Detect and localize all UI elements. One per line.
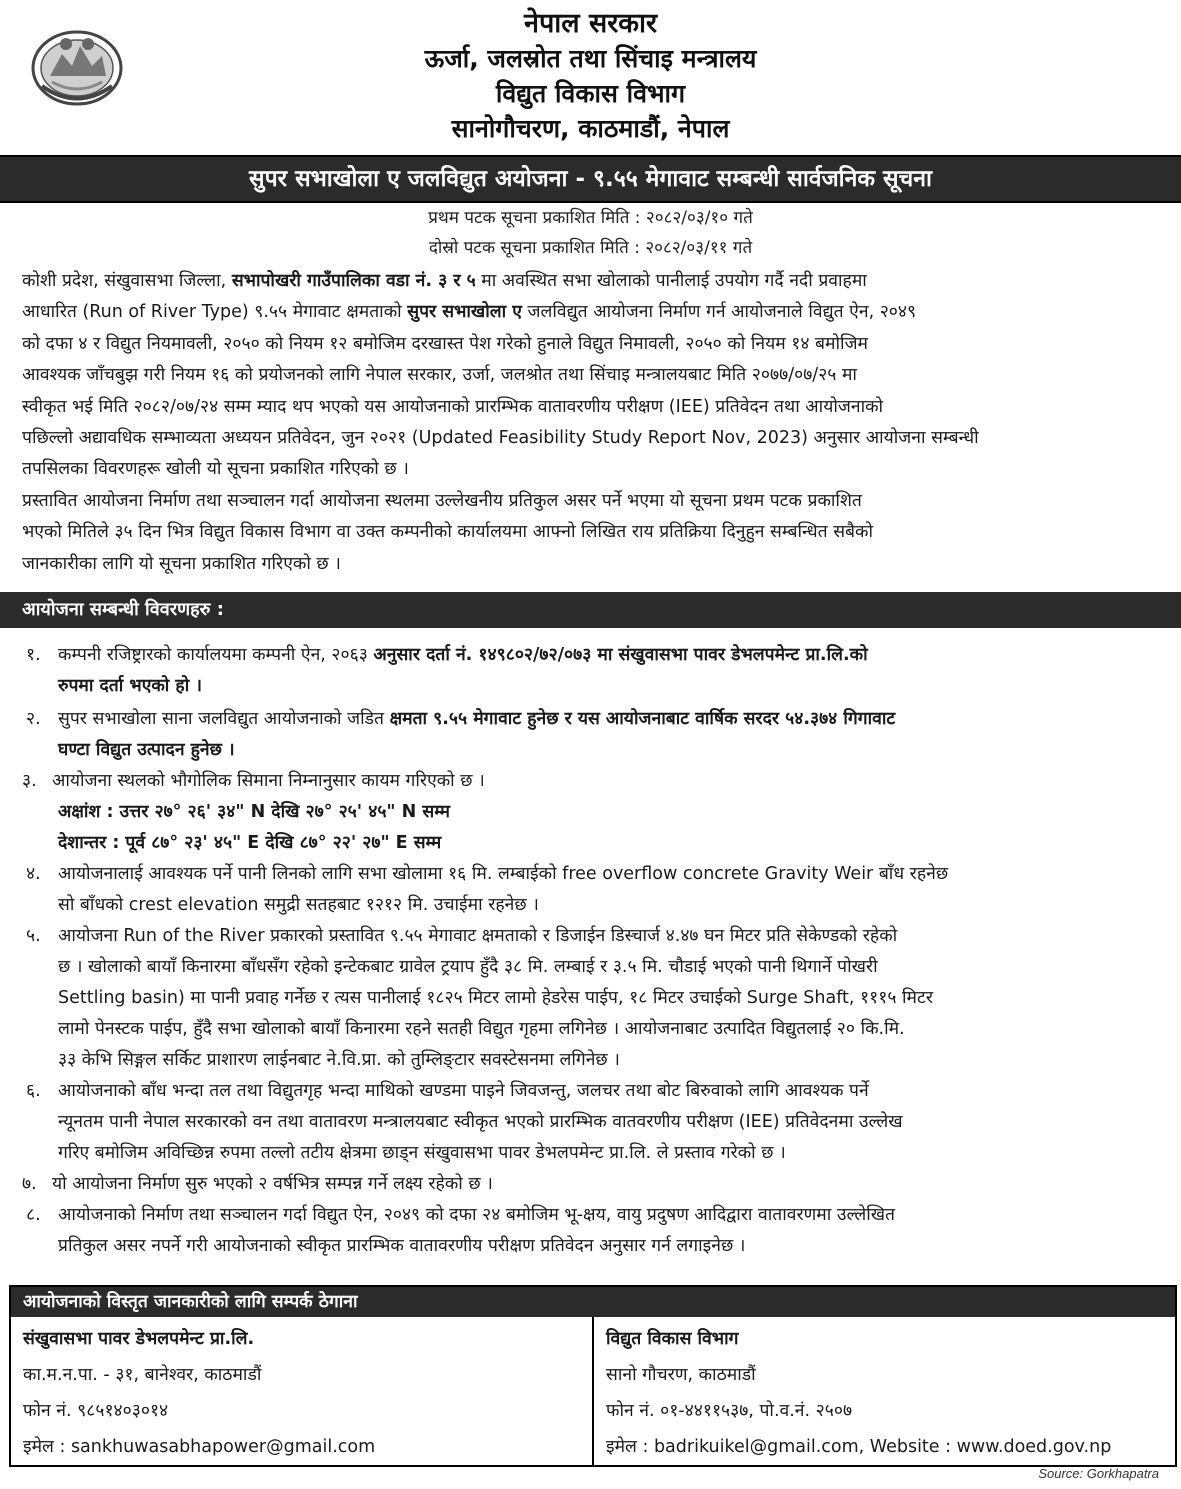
list-line: घण्टा विद्युत उत्पादन हुनेछ । bbox=[58, 740, 235, 760]
list-item bbox=[0, 704, 1181, 766]
paragraph-line bbox=[22, 266, 1181, 297]
list-line: प्रतिकुल असर नपर्ने गरी आयोजनाको स्वीकृत प्रारम्भिक वातावरणीय परीक्षण प्रतिवेदन अनुसार गर्न लगाइनेछ । bbox=[58, 1236, 746, 1256]
list-item bbox=[0, 859, 1181, 921]
list-item bbox=[0, 1076, 1181, 1169]
list-number: ७. bbox=[22, 1174, 37, 1194]
latitude-line: अक्षांश : उत्तर २७° २६' ३४" N देखि २७° २५' ४५" N सम्म bbox=[58, 802, 450, 822]
list-line: छ । खोलाको बायाँ किनारमा बाँधसँग रहेको इन्टेकबाट ग्रावेल ट्रयाप हुँदै ३८ मि. लम्बाई र ३.५ मि. चौडाई भएको पानी थिगार्ने पोखरी bbox=[58, 957, 878, 977]
list-number: २. bbox=[26, 709, 41, 729]
list-item bbox=[0, 921, 1181, 1076]
contact-box bbox=[9, 1285, 1177, 1467]
list-number: १. bbox=[26, 645, 41, 665]
notice-title: सुपर सभाखोला ए जलविद्युत अयोजना - ९.५५ मेगावाट सम्बन्धी सार्वजनिक सूचना bbox=[0, 155, 1181, 203]
list-line bbox=[0, 704, 1178, 735]
department-email-website: इमेल : badrikuikel@gmail.com, Website : www.doed.gov.np bbox=[606, 1437, 1112, 1457]
first-publication-date: प्रथम पटक सूचना प्रकाशित मिति : २०८२/०३/१० गते bbox=[428, 208, 753, 228]
company-address: का.म.न.पा. - ३१, बानेश्वर, काठमाडौं bbox=[23, 1365, 262, 1385]
text-run-bold: सुपर सभाखोला ए bbox=[407, 302, 522, 323]
letterhead-government: नेपाल सरकार bbox=[523, 8, 658, 39]
paragraph-line bbox=[22, 297, 1181, 328]
paragraph-line: प्रस्तावित आयोजना निर्माण तथा सञ्चालन गर्दा आयोजना स्थलमा उल्लेखनीय प्रतिकुल असर पर्ने भएमा यो सूचना प्रथम पटक प्रकाशित bbox=[22, 491, 862, 511]
department-phone: फोन नं. ०१-४४११५३७, पो.व.नं. २५०७ bbox=[606, 1401, 853, 1421]
list-line: ३३ केभि सिङ्गल सर्किट प्राशारण लाईनबाट ने.वि.प्रा. को तुम्लिङ्टार सवस्टेसनमा लगिनेछ । bbox=[58, 1050, 620, 1070]
list-line: आयोजना Run of the River प्रकारको प्रस्तावित ९.५५ मेगावाट क्षमताको र डिजाईन डिस्चार्ज ४.४७ घन मिटर प्रति सेकेण्डको रहेको bbox=[58, 926, 898, 946]
section-heading-text: आयोजना सम्बन्धी विवरणहरु : bbox=[22, 599, 224, 620]
list-item bbox=[0, 766, 1181, 859]
intro-paragraph-1 bbox=[22, 266, 1181, 486]
list-item bbox=[0, 1169, 1181, 1200]
contact-company bbox=[11, 1317, 594, 1465]
letterhead-ministry: ऊर्जा, जलस्रोत तथा सिंचाइ मन्त्रालय bbox=[424, 44, 757, 73]
text-run: कोशी प्रदेश, संखुवासभा जिल्ला, bbox=[22, 271, 232, 291]
paragraph-line: आवश्यक जाँचबुझ गरी नियम १६ को प्रयोजनको लागि नेपाल सरकार, उर्जा, जलश्रोत तथा सिंचाइ मन्त्रालयबाट मिति २०७७/०७/२५ मा bbox=[22, 365, 857, 386]
text-run: मा अवस्थित सभा खोलाको पानीलाई उपयोग गर्दै नदी प्रवाहमा bbox=[475, 271, 867, 291]
contact-department bbox=[594, 1317, 1175, 1465]
text-run-bold: क्षमता ९.५५ मेगावाट हुनेछ र यस आयोजनाबाट वार्षिक सरदर ५४.३७४ गिगावाट bbox=[389, 709, 896, 729]
publication-dates bbox=[0, 203, 1181, 263]
list-number: ६. bbox=[26, 1081, 41, 1101]
company-phone: फोन नं. ९८५१४०३०१४ bbox=[23, 1401, 169, 1421]
text-run: सुपर सभाखोला साना जलविद्युत आयोजनाको जडित bbox=[58, 709, 390, 729]
list-item bbox=[0, 640, 1181, 702]
list-line bbox=[0, 640, 1178, 671]
letterhead bbox=[0, 6, 1181, 146]
contact-columns bbox=[11, 1317, 1175, 1465]
department-name: विद्युत विकास विभाग bbox=[606, 1329, 739, 1349]
intro-paragraph-2 bbox=[22, 486, 1181, 580]
letterhead-address: सानोगौचरण, काठमाडौं, नेपाल bbox=[451, 114, 730, 143]
paragraph-line: पछिल्लो अद्यावधिक सम्भाव्यता अध्ययन प्रतिवेदन, जुन २०२१ (Updated Feasibility Study Report Nov, 2023) अनुसार आयोजना सम्बन्धी bbox=[22, 428, 979, 449]
text-run: आधारित (Run of River Type) ९.५५ मेगावाट क्षमताको bbox=[22, 302, 408, 323]
list-line: लामो पेनस्टक पाईप, हुँदै सभा खोलाको बायाँ किनारमा रहने सतही विद्युत गृहमा लगिनेछ । आयोजनाबाट उत्पादित विद्युतलाई २० कि.मि. bbox=[58, 1019, 905, 1039]
contact-heading: आयोजनाको विस्तृत जानकारीको लागि सम्पर्क ठेगाना bbox=[11, 1287, 1175, 1317]
list-number: ५. bbox=[26, 926, 41, 946]
list-number: ८. bbox=[26, 1205, 41, 1225]
paragraph-line: जानकारीका लागि यो सूचना प्रकाशित गरिएको छ । bbox=[22, 553, 341, 574]
list-line: सो बाँधको crest elevation समुद्री सतहबाट १२१२ मि. उचाईमा रहनेछ । bbox=[58, 895, 539, 915]
list-line: आयोजनाको बाँध भन्दा तल तथा विद्युतगृह भन्दा माथिको खण्डमा पाइने जिवजन्तु, जलचर तथा बोट बिरुवाको लागि आवश्यक पर्ने bbox=[58, 1081, 869, 1101]
text-run-bold: सभापोखरी गाउँपालिका वडा नं. ३ र ५ bbox=[231, 271, 476, 291]
list-number: ३. bbox=[22, 771, 37, 791]
paragraph-line: तपसिलका विवरणहरू खोली यो सूचना प्रकाशित गरिएको छ । bbox=[22, 459, 409, 480]
list-number: ४. bbox=[26, 864, 41, 884]
list-line: आयोजनाको निर्माण तथा सञ्चालन गर्दा विद्युत ऐन, २०४९ को दफा २४ बमोजिम भू-क्षय, वायु प्रदुषण आदिद्वारा वातावरणमा उल्लेखित bbox=[58, 1205, 896, 1225]
list-line: यो आयोजना निर्माण सुरु भएको २ वर्षभित्र सम्पन्न गर्ने लक्ष्य रहेको छ । bbox=[52, 1174, 493, 1194]
text-run: जलविद्युत आयोजना निर्माण गर्न आयोजनाले विद्युत ऐन, २०४९ bbox=[521, 302, 917, 323]
list-line: न्यूनतम पानी नेपाल सरकारको वन तथा वातावरण मन्त्रालयबाट स्वीकृत भएको प्रारम्भिक वातवरणीय परीक्षण (IEE) प्रतिवेदनमा उल्लेख bbox=[58, 1112, 903, 1132]
list-line: Settling basin) मा पानी प्रवाह गर्नेछ र त्यस पानीलाई १८२५ मिटर लामो हेडरेस पाईप, १८ मिटर उचाईको Surge Shaft, १११५ मिटर bbox=[58, 988, 933, 1008]
list-line: आयोजनालाई आवश्यक पर्ने पानी लिनको लागि सभा खोलामा १६ मि. लम्बाईको free overflow concrete Gravity Weir बाँध रहनेछ bbox=[58, 864, 949, 884]
second-publication-date: दोस्रो पटक सूचना प्रकाशित मिति : २०८२/०३/११ गते bbox=[428, 238, 753, 258]
company-email: इमेल : sankhuwasabhapower@gmail.com bbox=[23, 1437, 376, 1457]
company-name: संखुवासभा पावर डेभलपमेन्ट प्रा.लि. bbox=[23, 1329, 255, 1349]
list-line: आयोजना स्थलको भौगोलिक सिमाना निम्नानुसार कायम गरिएको छ । bbox=[52, 771, 485, 791]
paragraph-line: को दफा ४ र विद्युत नियमावली, २०५० को नियम १२ बमोजिम दरखास्त पेश गरेको हुनाले विद्युत निमावली, २०५० को नियम १४ बमोजिम bbox=[22, 333, 869, 354]
text-run-bold: अनुसार दर्ता नं. १४९८०२/७२/०७३ मा संखुवासभा पावर डेभलपमेन्ट प्रा.लि.को bbox=[373, 645, 868, 665]
source-credit: Source: Gorkhapatra bbox=[1038, 1466, 1159, 1481]
section-heading bbox=[0, 592, 1181, 628]
longitude-line: देशान्तर : पूर्व ८७° २३' ४५" E देखि ८७° २२' २७" E सम्म bbox=[58, 833, 442, 853]
text-run: कम्पनी रजिष्ट्रारको कार्यालयमा कम्पनी ऐन, २०६३ bbox=[58, 645, 374, 665]
project-details-list bbox=[0, 640, 1181, 1262]
list-item bbox=[0, 1200, 1181, 1262]
paragraph-line: भएको मितिले ३५ दिन भित्र विद्युत विकास विभाग वा उक्त कम्पनीको कार्यालयमा आफ्नो लिखित राय प्रतिक्रिया दिनुहुन सम्बन्धित सबैको bbox=[22, 522, 873, 543]
letterhead-department: विद्युत विकास विभाग bbox=[495, 79, 686, 108]
list-line: रुपमा दर्ता भएको हो । bbox=[58, 676, 202, 696]
list-line: गरिए बमोजिम अविच्छिन्न रुपमा तल्लो तटीय क्षेत्रमा छाड्न संखुवासभा पावर डेभलपमेन्ट प्रा.लि. ले प्रस्ताव गरेको छ । bbox=[58, 1143, 786, 1163]
department-address: सानो गौचरण, काठमाडौं bbox=[606, 1365, 756, 1385]
paragraph-line: स्वीकृत भई मिति २०८२/०७/२४ सम्म म्याद थप भएको यस आयोजनाको प्रारम्भिक वातावरणीय परीक्षण (IEE) प्रतिवेदन तथा आयोजनाको bbox=[22, 396, 884, 417]
